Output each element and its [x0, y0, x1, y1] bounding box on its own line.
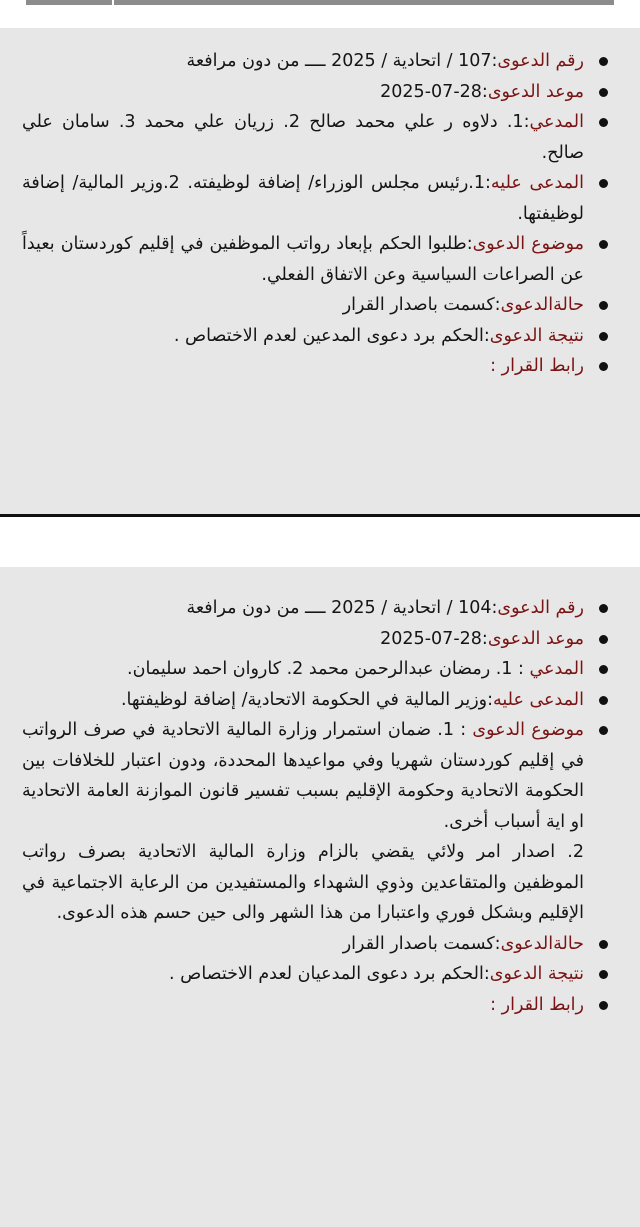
defendant-label: المدعى عليه — [490, 173, 584, 193]
plaintiff-field — [22, 107, 610, 168]
decision-link-label[interactable]: رابط القرار — [501, 994, 584, 1015]
defendant-value: :وزير المالية في الحكومة الاتحادية/ إضافة لوظيفتها. — [120, 689, 493, 710]
bullet-icon — [599, 179, 608, 188]
defendant-field — [22, 685, 610, 716]
case-number-field — [22, 593, 610, 624]
plaintiff-value: :1. دلاوه ر علي محمد صالح 2. زريان علي محمد 3. سامان علي صالح. — [22, 112, 584, 163]
bullet-icon — [599, 940, 608, 949]
subject-field — [22, 715, 610, 837]
case-card-104 — [0, 567, 640, 1227]
defendant-field — [22, 168, 610, 229]
subject-value: :طلبوا الحكم بإبعاد رواتب الموظفين في إقليم كوردستان بعيداً عن الصراعات السياسية وعن الاتفاق الفعلي. — [22, 234, 584, 285]
subject-field — [22, 229, 610, 290]
subject-label: موضوع الدعوى — [472, 720, 584, 740]
bullet-icon — [599, 118, 608, 127]
defendant-label: المدعى عليه — [493, 689, 584, 710]
defendant-value: :1.رئيس مجلس الوزراء/ إضافة لوظيفته. 2.وزير المالية/ إضافة لوظيفتها. — [22, 173, 584, 224]
decision-link-label[interactable]: رابط القرار — [501, 356, 584, 376]
subject-continuation: 2. اصدار امر ولائي يقضي بالزام وزارة المالية الاتحادية بصرف رواتب الموظفين والمتقاعدين وذوي الشهداء والمستفيدين من الرعاية الاجتماعية في الإقليم وبشكل فوري واعتبارا من هذا الشهر والى حين حسم هذه الدعوى. — [22, 842, 584, 923]
bullet-icon — [599, 635, 608, 644]
bullet-icon — [599, 726, 608, 735]
plaintiff-value: : 1. رمضان عبدالرحمن محمد 2. كاروان احمد سليمان. — [127, 659, 530, 679]
case-date-value: :28-07-2025 — [380, 628, 488, 649]
result-label: نتيجة الدعوى — [489, 325, 584, 346]
case-number-value: :104 / اتحادية / 2025 ــــ من دون مرافعة — [186, 598, 498, 618]
plaintiff-label: المدعي — [529, 112, 584, 132]
plaintiff-label: المدعي — [529, 659, 584, 679]
case-date-label: موعد الدعوى — [487, 628, 584, 649]
case-number-field — [22, 46, 610, 77]
bullet-icon — [599, 240, 608, 249]
bullet-icon — [599, 88, 608, 97]
subject-label: موضوع الدعوى — [472, 234, 584, 254]
result-field — [22, 959, 610, 990]
bullet-icon — [599, 57, 608, 66]
status-field — [22, 290, 610, 321]
status-label: حالةالدعوى — [500, 933, 584, 954]
case-card-107 — [0, 28, 640, 514]
case-fields-list — [22, 593, 610, 837]
bullet-icon — [599, 332, 608, 341]
bullet-icon — [599, 665, 608, 674]
decision-link-field[interactable] — [22, 351, 610, 382]
result-value: :الحكم برد دعوى المدعين لعدم الاختصاص . — [173, 325, 490, 346]
top-scroll-edge — [0, 0, 640, 6]
case-date-field — [22, 77, 610, 108]
case-date-field — [22, 624, 610, 655]
status-value: :كسمت باصدار القرار — [342, 933, 501, 954]
case-number-label: رقم الدعوى — [497, 51, 584, 71]
bullet-icon — [599, 970, 608, 979]
case-date-value: :28-07-2025 — [380, 81, 488, 102]
case-number-label: رقم الدعوى — [497, 598, 584, 618]
status-field — [22, 929, 610, 960]
result-field — [22, 321, 610, 352]
decision-link-value[interactable]: : — [490, 356, 502, 376]
status-value: :كسمت باصدار القرار — [342, 295, 501, 315]
bullet-icon — [599, 604, 608, 613]
bullet-icon — [599, 301, 608, 310]
bullet-icon — [599, 362, 608, 371]
bullet-icon — [599, 696, 608, 705]
decision-link-value[interactable]: : — [490, 994, 502, 1015]
decision-link-field[interactable] — [22, 990, 610, 1021]
case-number-value: :107 / اتحادية / 2025 ــــ من دون مرافعة — [186, 51, 498, 71]
card-separator — [0, 514, 640, 517]
bullet-icon — [599, 1001, 608, 1010]
result-label: نتيجة الدعوى — [489, 964, 584, 984]
plaintiff-field — [22, 654, 610, 685]
status-label: حالةالدعوى — [500, 295, 584, 315]
case-date-label: موعد الدعوى — [487, 81, 584, 102]
case-fields-list — [22, 46, 610, 382]
result-value: :الحكم برد دعوى المدعيان لعدم الاختصاص . — [169, 964, 490, 984]
subject-value: : 1. ضمان استمرار وزارة المالية الاتحادية في صرف الرواتب في إقليم كوردستان شهريا وفي مواعيدها المحددة، ودون اعتبار للخلافات بين الحكومة الاتحادية وحكومة الإقليم بسبب تفسير قانون الموازنة العامة الاتحادية او اية أسباب أخرى. — [22, 720, 584, 832]
previous-card-bottom-edge — [26, 0, 614, 5]
case-fields-list-continued — [22, 929, 610, 1021]
